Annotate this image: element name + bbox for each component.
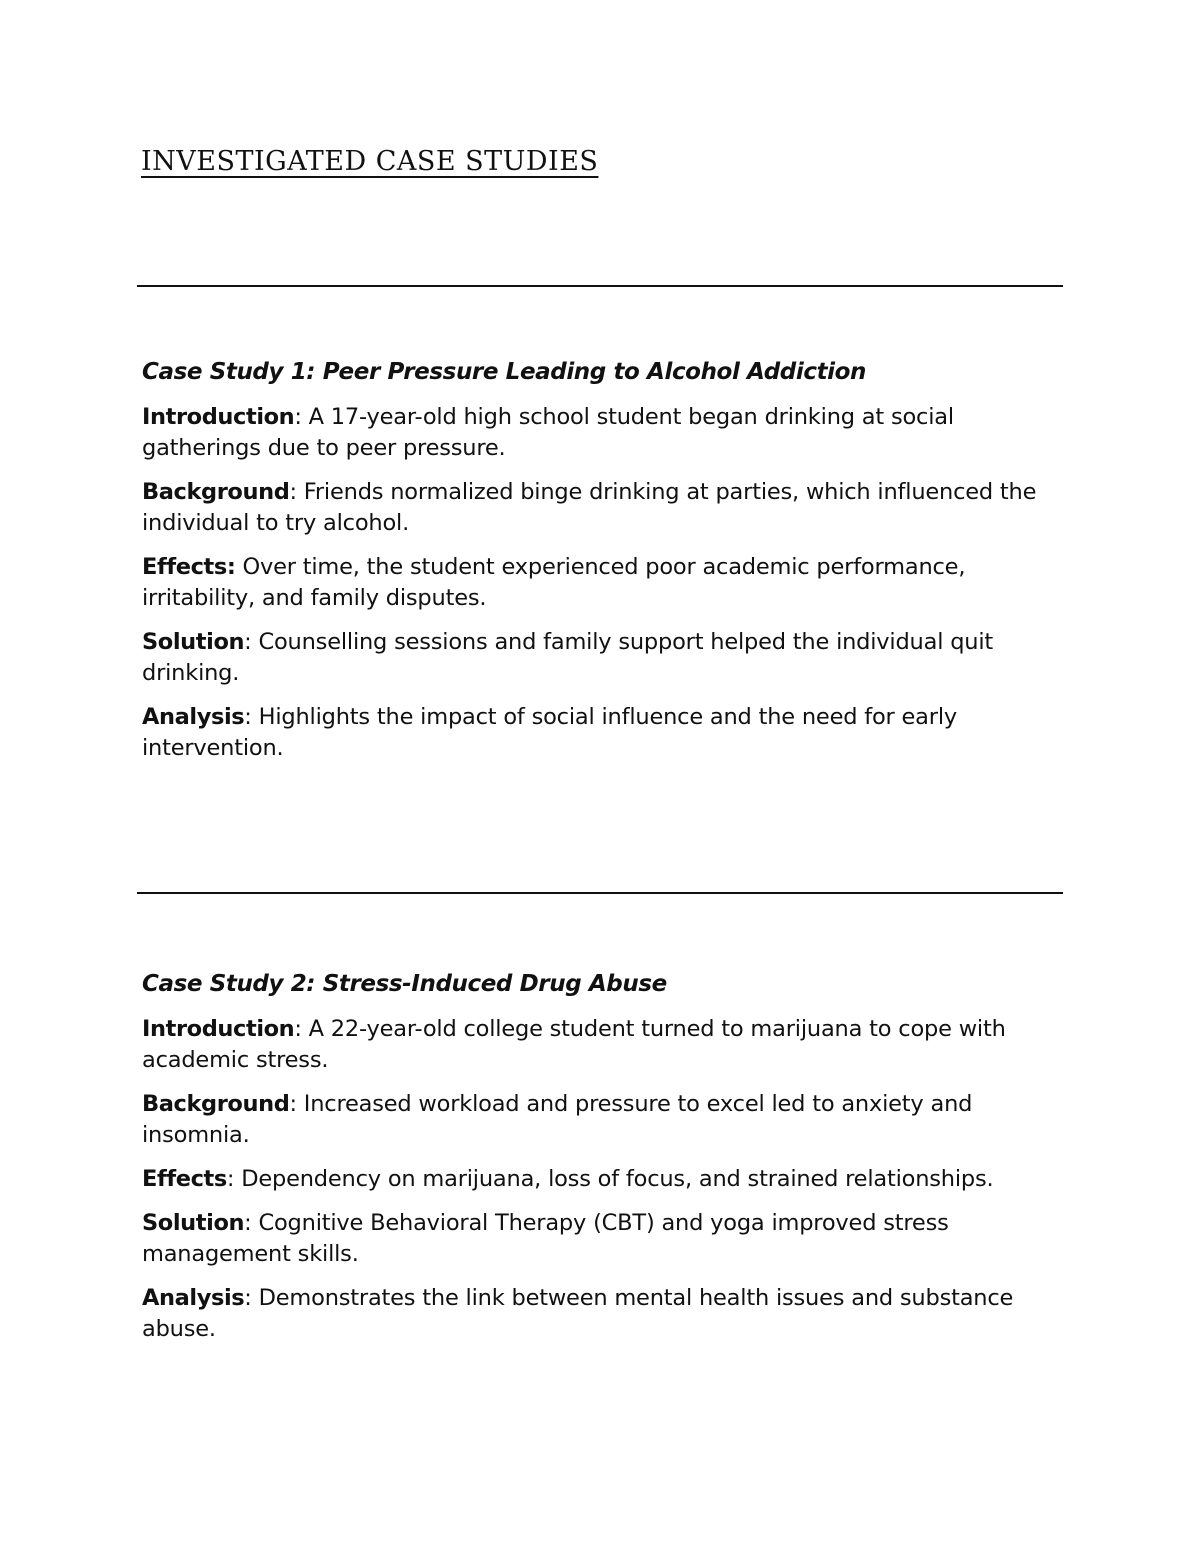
case-study-heading: Case Study 2: Stress-Induced Drug Abuse <box>142 971 667 997</box>
entry-label: Introduction <box>142 404 295 430</box>
entry-separator: : <box>244 1285 259 1311</box>
entry-separator: : <box>289 1091 304 1117</box>
entry-text: A 17-year-old high school student began drinking at social gatherings due to peer pressure. <box>142 404 954 461</box>
entry-label: Effects <box>142 1166 227 1192</box>
entry-separator: : <box>244 1210 259 1236</box>
entry-label: Background <box>142 479 290 505</box>
entry-introduction <box>142 1014 1042 1076</box>
entry-separator: : <box>244 629 259 655</box>
entry-text: Counselling sessions and family support helped the individual quit drinking. <box>142 629 994 686</box>
entry-effects <box>142 552 1042 614</box>
entry-separator: : <box>289 479 304 505</box>
entry-label: Analysis <box>142 704 245 730</box>
entry-solution <box>142 1208 1042 1270</box>
entry-text: Highlights the impact of social influence and the need for early intervention. <box>142 704 957 761</box>
entry-text: Over time, the student experienced poor academic performance, irritability, and family disputes. <box>142 554 966 611</box>
entry-text: A 22-year-old college student turned to marijuana to cope with academic stress. <box>142 1016 1006 1073</box>
entry-text: Friends normalized binge drinking at parties, which influenced the individual to try alcohol. <box>142 479 1037 536</box>
entry-effects <box>142 1164 1042 1195</box>
entry-label: Introduction <box>142 1016 295 1042</box>
entry-introduction <box>142 402 1042 464</box>
entry-separator: : <box>226 1166 242 1192</box>
entry-separator: : <box>294 404 309 430</box>
entry-label: Solution <box>142 629 245 655</box>
entry-background <box>142 1089 1042 1151</box>
entry-label: Solution <box>142 1210 245 1236</box>
case-study-heading: Case Study 1: Peer Pressure Leading to Alcohol Addiction <box>142 359 867 385</box>
entry-text: Cognitive Behavioral Therapy (CBT) and yoga improved stress management skills. <box>142 1210 949 1267</box>
page-title: INVESTIGATED CASE STUDIES <box>141 146 599 177</box>
entry-text: Demonstrates the link between mental health issues and substance abuse. <box>142 1285 1014 1342</box>
section-divider <box>137 892 1063 894</box>
entry-separator: : <box>294 1016 309 1042</box>
entry-analysis <box>142 1283 1042 1345</box>
entry-text: Increased workload and pressure to excel led to anxiety and insomnia. <box>142 1091 973 1148</box>
entry-solution <box>142 627 1042 689</box>
entry-background <box>142 477 1042 539</box>
entry-separator: : <box>244 704 259 730</box>
entry-label: Analysis <box>142 1285 245 1311</box>
case-study-1 <box>142 354 1042 777</box>
entry-label: Effects: <box>142 554 236 580</box>
entry-label: Background <box>142 1091 290 1117</box>
section-divider <box>137 285 1063 287</box>
entry-text: Dependency on marijuana, loss of focus, and strained relationships. <box>241 1166 994 1192</box>
case-study-2 <box>142 966 1042 1358</box>
entry-analysis <box>142 702 1042 764</box>
